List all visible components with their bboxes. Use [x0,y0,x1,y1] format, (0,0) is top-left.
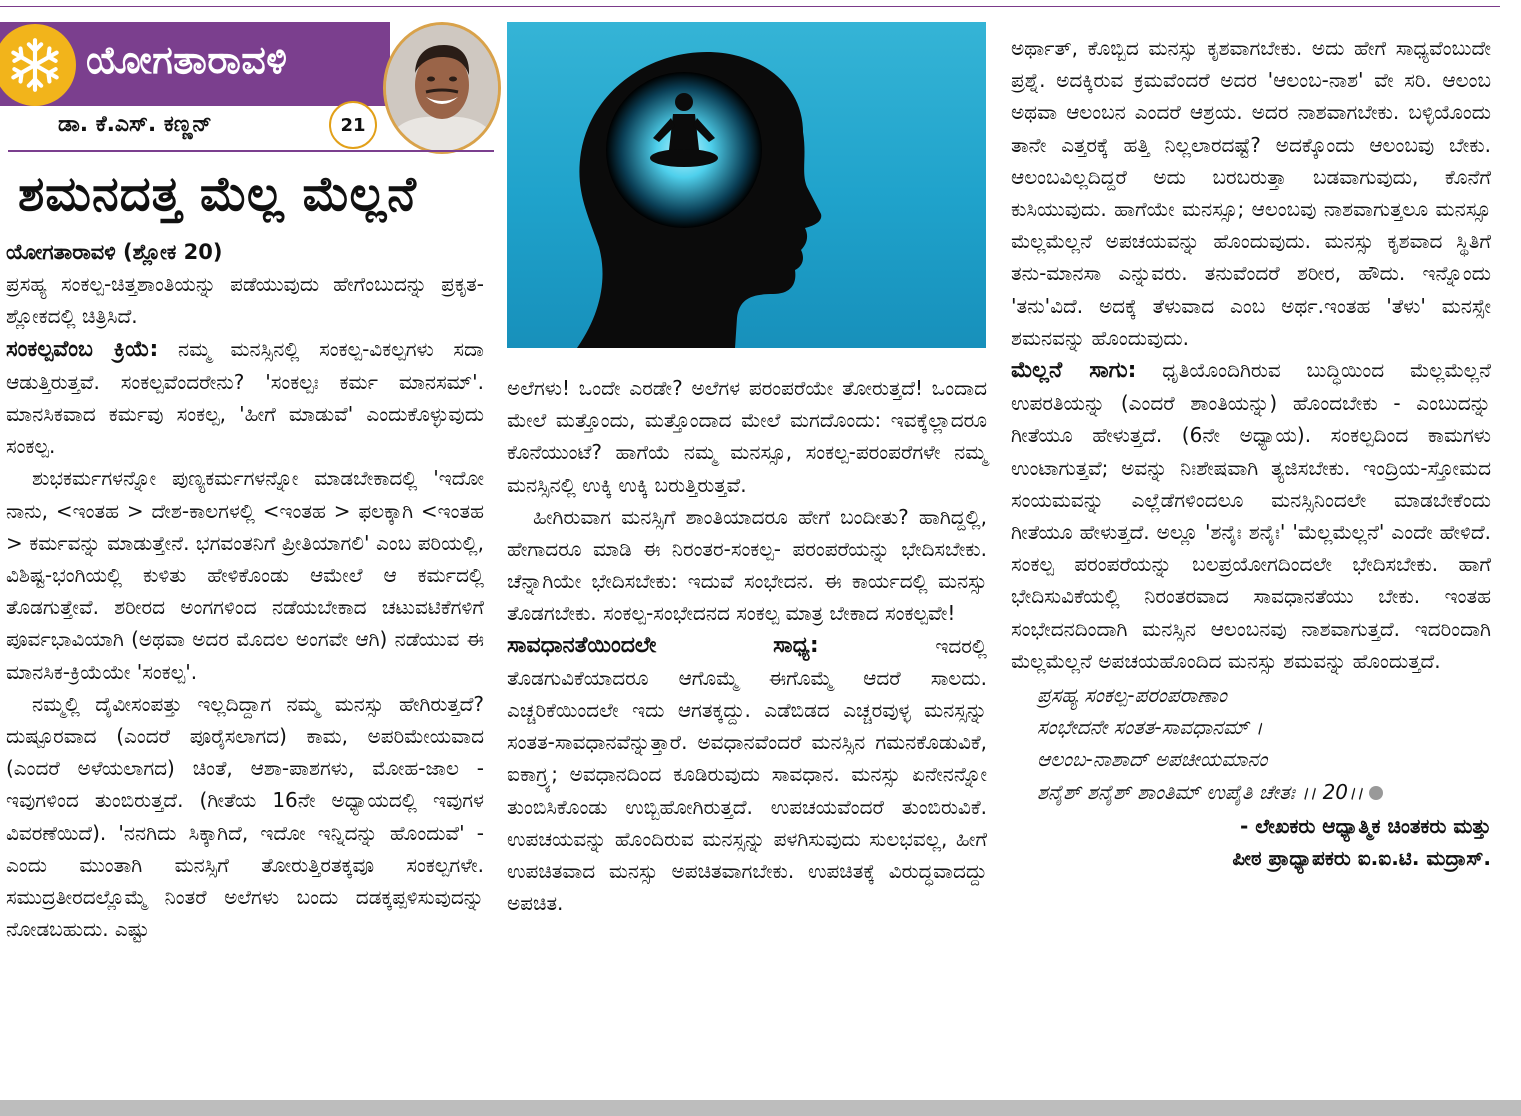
bio-line: - ಲೇಖಕರು ಆಧ್ಯಾತ್ಮಿಕ ಚಿಂತಕರು ಮತ್ತು [1240,813,1491,838]
paragraph: ತೊಡಗುವಿಕೆಯಾದರೂ ಆಗೊಮ್ಮೆ ಈಗೊಮ್ಮೆ ಆದರೆ ಸಾಲದು. ಎಚ್ಚರಿಕೆಯಿಂದಲೇ ಇದು ಆಗತಕ್ಕದ್ದು. ಎಡೆಬಿಡದ ಎಚ್ಚರವುಳ್ಳ ಮನಸ್ಸನ್ನು ಸಂತತ-ಸಾವಧಾನವೆನ್ನುತ್ತಾರೆ. ಅವಧಾನವೆಂದರೆ ಮನಸ್ಸಿನ ಗಮನಕೊಡುವಿಕೆ, ಐಕಾಗ್ರ್ಯ; ಅವಧಾನದಿಂದ ಕೂಡಿರುವುದು ಸಾವಧಾನ. ಮನಸ್ಸು ಏನೇನನ್ನೋ ತುಂಬಿಸಿಕೊಂಡು ಉಬ್ಬಿಹೋಗಿರುತ್ತದೆ. ಉಪಚಯವೆಂದರೆ ತುಂಬಿರುವಿಕೆ. ಉಪಚಯವನ್ನು ಹೊಂದಿರುವ ಮನಸ್ಸನ್ನು ಪಳಗಿಸುವುದು ಸುಲಭವಲ್ಲ, ಹೀಗೆ ಉಪಚಿತವಾದ ಮನಸ್ಸು ಅಪಚಿತವಾಗಬೇಕು. ಉಪಚಿತಕ್ಕೆ ವಿರುದ್ಧವಾದದ್ದು ಅಪಚಿತ. [507,665,987,916]
paragraph: ನಮ್ಮಲ್ಲಿ ದೈವೀಸಂಪತ್ತು ಇಲ್ಲದಿದ್ದಾಗ ನಮ್ಮ ಮನಸ್ಸು ಹೇಗಿರುತ್ತದೆ? ದುಷ್ಪೂರವಾದ (ಎಂದರೆ ಪೂರೈಸಲಾಗದ) ಕಾಮ, ಅಪರಿಮೇಯವಾದ (ಎಂದರೆ ಅಳೆಯಲಾಗದ) ಚಿಂತೆ, ಆಶಾ-ಪಾಶಗಳು, ಮೋಹ-ಜಾಲ - ಇವುಗಳಿಂದ ತುಂಬಿರುತ್ತದೆ. (ಗೀತೆಯ 16ನೇ ಅಧ್ಯಾಯದಲ್ಲಿ ಇವುಗಳ ವಿವರಣೆಯಿದೆ). 'ನನಗಿದು ಸಿಕ್ಕಾಗಿದೆ, ಇದೋ ಇನ್ನಿದನ್ನು ಹೊಂದುವೆ' - ಎಂದು ಮುಂತಾಗಿ ಮನಸ್ಸಿಗೆ ತೋರುತ್ತಿರತಕ್ಕವೂ ಸಂಕಲ್ಪಗಳೇ. ಸಮುದ್ರತೀರದಲ್ಲೊಮ್ಮೆ ನಿಂತರೆ ಅಲೆಗಳು ಬಂದು ದಡಕ್ಕಪ್ಪಳಿಸುವುದನ್ನು ನೋಡಬಹುದು. ಎಷ್ಟು [6,691,484,942]
snowflake-logo-icon [0,24,76,106]
top-rule [0,6,1500,7]
author-name: ಡಾ. ಕೆ.ಎಸ್. ಕಣ್ಣನ್ [58,112,212,137]
meditating-figure-in-head-image [507,22,986,348]
series-title: ಯೋಗತಾರಾವಳಿ [86,38,288,82]
right-margin [1500,6,1521,1100]
subheading-sankalpa: ಸಂಕಲ್ಪವೆಂಬ ಕ್ರಿಯೆ: [6,336,159,362]
subheading-savadhana [507,630,987,662]
issue-number-badge: 21 [329,101,377,149]
paragraph: ಅಲೆಗಳು! ಒಂದೇ ಎರಡೇ? ಅಲೆಗಳ ಪರಂಪರೆಯೇ ತೋರುತ್ತದೆ! ಒಂದಾದ ಮೇಲೆ ಮತ್ತೊಂದು, ಮತ್ತೊಂದಾದ ಮೇಲೆ ಮಗದೊಂದು: ಇವಕ್ಕೆಲ್ಲಾದರೂ ಕೊನೆಯುಂಟೆ? ಹಾಗೆಯೆ ನಮ್ಮ ಮನಸ್ಸೂ, ಸಂಕಲ್ಪ-ಪರಂಪರೆಗಳೇ ನಮ್ಮ ಮನಸ್ಸಿನಲ್ಲಿ ಉಕ್ಕಿ ಉಕ್ಕಿ ಬರುತ್ತಿರುತ್ತವೆ. [507,376,987,497]
subheading-tail: ಇದರಲ್ಲಿ [935,633,987,658]
paragraph-sankalpa [6,333,484,463]
verse-line: ಪ್ರಸಹ್ಯ ಸಂಕಲ್ಪ-ಪರಂಪರಾಣಾಂ [1037,683,1227,708]
paragraph: ಹೀಗಿರುವಾಗ ಮನಸ್ಸಿಗೆ ಶಾಂತಿಯಾದರೂ ಹೇಗೆ ಬಂದೀತು? ಹಾಗಿದ್ದಲ್ಲಿ, ಹೇಗಾದರೂ ಮಾಡಿ ಈ ನಿರಂತರ-ಸಂಕಲ್ಪ- ಪರಂಪರೆಯನ್ನು ಭೇದಿಸಬೇಕು. ಚೆನ್ನಾಗಿಯೇ ಭೇದಿಸಬೇಕು: ಇದುವೆ ಸಂಭೇದನ. ಈ ಕಾರ್ಯದಲ್ಲಿ ಮನಸ್ಸು ತೊಡಗಬೇಕು. ಸಂಕಲ್ಪ-ಸಂಭೇದನದ ಸಂಕಲ್ಪ ಮಾತ್ರ ಬೇಕಾದ ಸಂಕಲ್ಪವೇ! [507,504,987,626]
intro-paragraph: ಪ್ರಸಹ್ಯ ಸಂಕಲ್ಪ-ಚಿತ್ತಶಾಂತಿಯನ್ನು ಪಡೆಯುವುದು ಹೇಗೆಂಬುದನ್ನು ಪ್ರಕೃತ-ಶ್ಲೋಕದಲ್ಲಿ ಚಿತ್ರಿಸಿದೆ. [6,272,484,329]
verse-line: ಸಂಭೇದನೇ ಸಂತತ-ಸಾವಧಾನಮ್ । [1037,715,1263,740]
paragraph-body: ನಮ್ಮ ಮನಸ್ಸಿನಲ್ಲಿ ಸಂಕಲ್ಪ-ವಿಕಲ್ಪಗಳು ಸದಾ ಆಡುತ್ತಿರುತ್ತವೆ. ಸಂಕಲ್ಪವೆಂದರೇನು? 'ಸಂಕಲ್ಪಃ ಕರ್ಮ ಮಾನಸಮ್'. ಮಾನಸಿಕವಾದ ಕರ್ಮವು ಸಂಕಲ್ಪ, 'ಹೀಗೆ ಮಾಡುವೆ' ಎಂದುಕೊಳ್ಳುವುದು ಸಂಕಲ್ಪ. [6,336,484,459]
subheading-part: ಸಾವಧಾನತೆಯಿಂದಲೇ [507,632,657,658]
paragraph: ಅರ್ಥಾತ್, ಕೊಬ್ಬಿದ ಮನಸ್ಸು ಕೃಶವಾಗಬೇಕು. ಅದು ಹೇಗೆ ಸಾಧ್ಯವೆಂಬುದೇ ಪ್ರಶ್ನೆ. ಅದಕ್ಕಿರುವ ಕ್ರಮವೆಂದರೆ ಅದರ 'ಆಲಂಬ-ನಾಶ' ವೇ ಸರಿ. ಆಲಂಬ ಅಥವಾ ಆಲಂಬನ ಎಂದರೆ ಆಶ್ರಯ. ಅದರ ನಾಶವಾಗಬೇಕು. ಬಳ್ಳಿಯೊಂದು ತಾನೇ ಎತ್ತರಕ್ಕೆ ಹತ್ತಿ ನಿಲ್ಲಲಾರದಷ್ಟೆ? ಅದಕ್ಕೊಂದು ಆಲಂಬವು ಬೇಕು. ಆಲಂಬವಿಲ್ಲದಿದ್ದರೆ ಅದು ಬರಬರುತ್ತಾ ಬಡವಾಗುವುದು, ಕೊನೆಗೆ ಕುಸಿಯುವುದು. ಹಾಗೆಯೇ ಮನಸ್ಸೂ; ಆಲಂಬವು ನಾಶವಾಗುತ್ತಲೂ ಮನಸ್ಸೂ ಮೆಲ್ಲಮೆಲ್ಲನೆ ಅಪಚಯವನ್ನು ಹೊಂದುವುದು. ಮನಸ್ಸು ಕೃಶವಾದ ಸ್ಥಿತಿಗೆ ತನು-ಮಾನಸಾ ಎನ್ನುವರು. ತನುವೆಂದರೆ ಶರೀರ, ಹೌದು. ಇನ್ನೊಂದು 'ತನು'ವಿದೆ. ಅದಕ್ಕೆ ತೆಳುವಾದ ಎಂಬ ಅರ್ಥ.ಇಂತಹ 'ತೆಳು' ಮನಸ್ಸೇ ಶಮನವನ್ನು ಹೊಂದುವುದು. [1011,36,1491,350]
verse-reference: ಯೋಗತಾರಾವಳಿ (ಶ್ಲೋಕ 20) [6,240,223,264]
header-rule [8,150,494,152]
author-bio [1011,810,1491,874]
author-portrait [383,22,501,154]
bottom-margin-bar [0,1100,1521,1116]
verse-line: ಶನೈಶ್ ಶನೈಶ್ ಶಾಂತಿಮ್ ಉಪೈತಿ ಚೇತಃ ।। 20।। [1037,779,1364,804]
end-bullet-icon [1369,786,1383,800]
column-2 [507,372,987,919]
paragraph-body: ಧೃತಿಯೊಂದಿಗಿರುವ ಬುದ್ಧಿಯಿಂದ ಮೆಲ್ಲಮೆಲ್ಲನೆ ಉಪರತಿಯನ್ನು (ಎಂದರೆ ಶಾಂತಿಯನ್ನು) ಹೊಂದಬೇಕು - ಎಂಬುದನ್ನು ಗೀತೆಯೂ ಹೇಳುತ್ತದೆ. (6ನೇ ಅಧ್ಯಾಯ). ಸಂಕಲ್ಪದಿಂದ ಕಾಮಗಳು ಉಂಟಾಗುತ್ತವೆ; ಅವನ್ನು ನಿಃಶೇಷವಾಗಿ ತ್ಯಜಿಸಬೇಕು. ಇಂದ್ರಿಯ-ಸ್ತೋಮದ ಸಂಯಮವನ್ನು ಎಲ್ಲೆಡೆಗಳಿಂದಲೂ ಮನಸ್ಸಿನಿಂದಲೇ ಮಾಡಬೇಕೆಂದು ಗೀತೆಯೂ ಹೇಳುತ್ತದೆ. ಅಲ್ಲೂ 'ಶನೈಃ ಶನೈಃ' 'ಮೆಲ್ಲಮೆಲ್ಲನೆ' ಎಂದೇ ಹೇಳಿದೆ. ಸಂಕಲ್ಪ ಪರಂಪರೆಯನ್ನು ಬಲಪ್ರಯೋಗದಿಂದಲೇ ಭೇದಿಸಬೇಕು. ಹಾಗೆ ಭೇದಿಸುವಿಕೆಯಲ್ಲಿ ನಿರಂತರವಾದ ಸಾವಧಾನತೆಯು ಬೇಕು. ಇಂತಹ ಸಂಭೇದನದಿಂದಾಗಿ ಮನಸ್ಸಿನ ಆಲಂಬನವು ನಾಶವಾಗುತ್ತದೆ. ಇದರಿಂದಾಗಿ ಮೆಲ್ಲಮೆಲ್ಲನೆ ಅಪಚಯಹೊಂದಿದ ಮನಸ್ಸು ಶಮವನ್ನು ಹೊಂದುತ್ತದೆ. [1011,358,1491,673]
column-1 [6,236,484,945]
bio-line: ಪೀಠ ಪ್ರಾಧ್ಯಾಪಕರು ಐ.ಐ.ಟಿ. ಮದ್ರಾಸ್. [1232,845,1491,870]
subheading-mellane: ಮೆಲ್ಲನೆ ಸಾಗು: [1011,358,1137,384]
article-headline: ಶಮನದತ್ತ ಮೆಲ್ಲ ಮೆಲ್ಲನೆ [18,166,417,222]
paragraph: ಶುಭಕರ್ಮಗಳನ್ನೋ ಪುಣ್ಯಕರ್ಮಗಳನ್ನೋ ಮಾಡಬೇಕಾದಲ್ಲಿ 'ಇದೋ ನಾನು, <ಇಂತಹ > ದೇಶ-ಕಾಲಗಳಲ್ಲಿ <ಇಂತಹ > ಫಲಕ್ಕಾಗಿ <ಇಂತಹ > ಕರ್ಮವನ್ನು ಮಾಡುತ್ತೇನೆ. ಭಗವಂತನಿಗೆ ಪ್ರೀತಿಯಾಗಲಿ' ಎಂಬ ಪರಿಯಲ್ಲಿ, ವಿಶಿಷ್ಟ-ಭಂಗಿಯಲ್ಲಿ ಕುಳಿತು ಹೇಳಿಕೊಂಡು ಆಮೇಲೆ ಆ ಕರ್ಮದಲ್ಲಿ ತೊಡಗುತ್ತೇವೆ. ಶರೀರದ ಅಂಗಗಳಿಂದ ನಡೆಯಬೇಕಾದ ಚಟುವಟಿಕೆಗಳಿಗೆ ಪೂರ್ವಭಾವಿಯಾಗಿ (ಅಥವಾ ಅದರ ಮೊದಲ ಅಂಗವೇ ಆಗಿ) ನಡೆಯುವ ಈ ಮಾನಸಿಕ-ಕ್ರಿಯೆಯೇ 'ಸಂಕಲ್ಪ'. [6,466,484,684]
verse-line: ಆಲಂಬ-ನಾಶಾದ್ ಅಪಚೀಯಮಾನಂ [1037,747,1268,772]
subheading-part: ಸಾಧ್ಯ: [773,632,819,658]
column-3 [1011,32,1491,874]
sloka-verse [1037,679,1491,808]
paragraph-mellane [1011,354,1491,677]
